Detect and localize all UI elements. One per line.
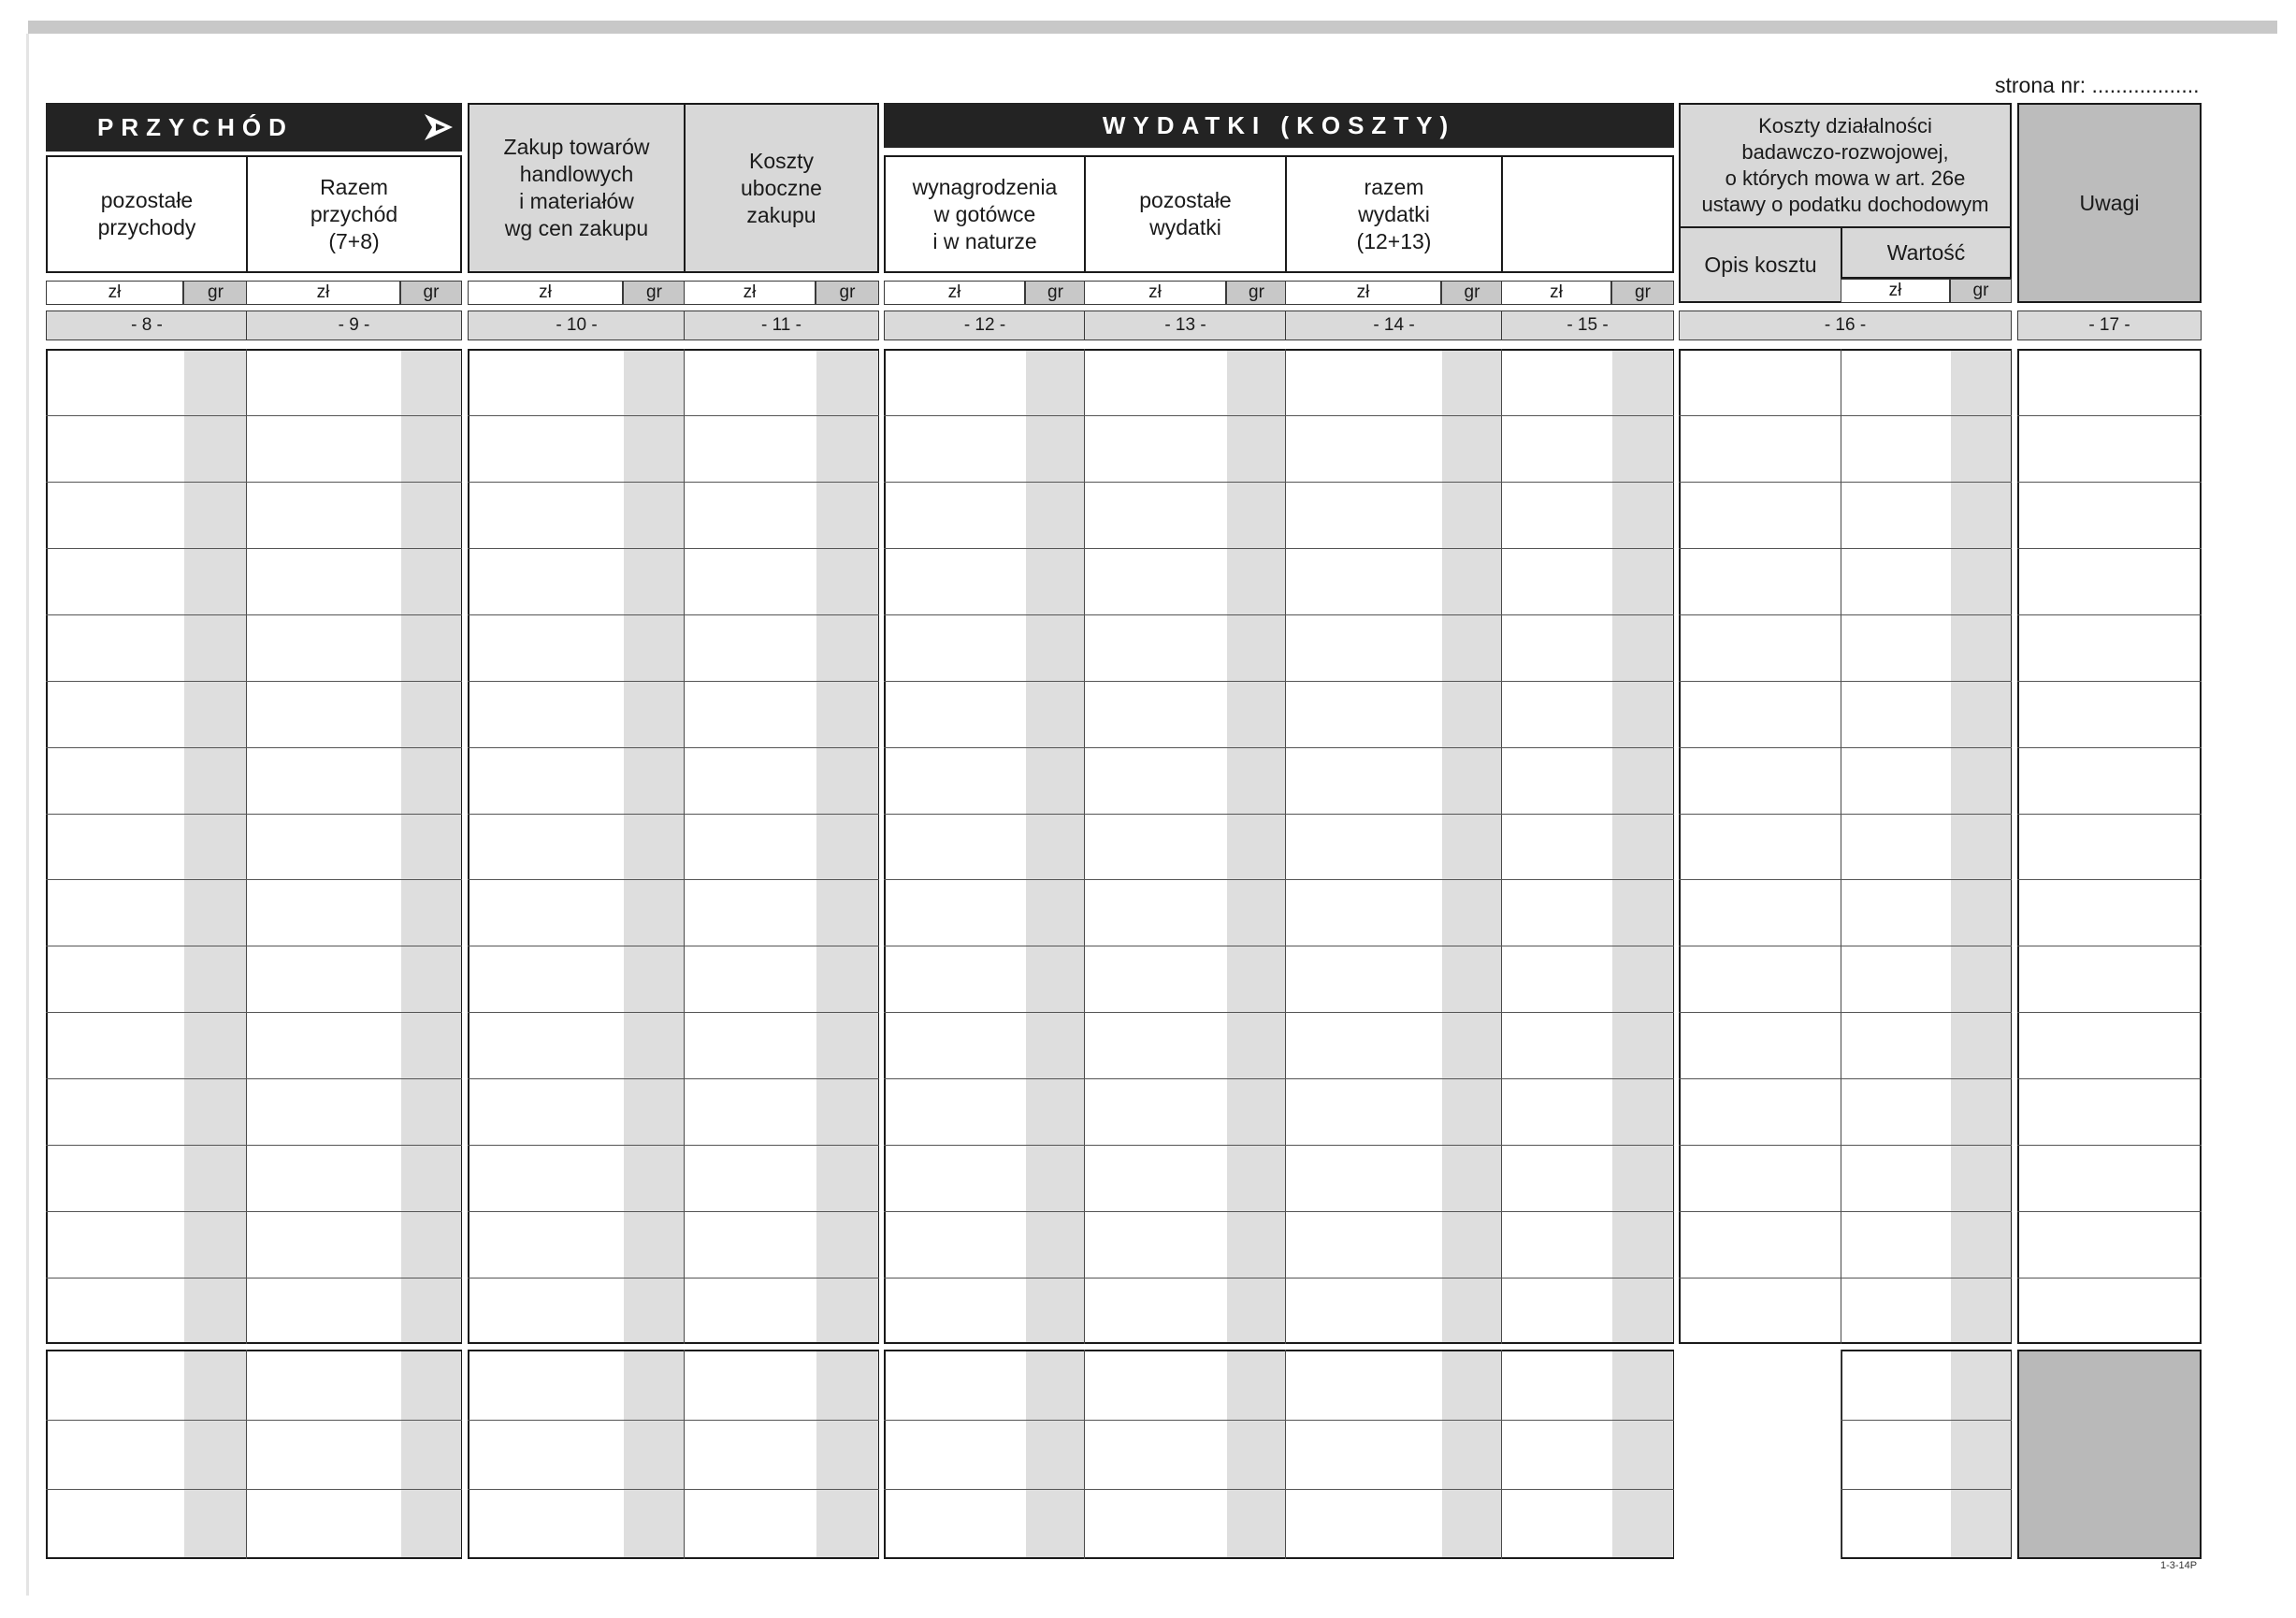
- table-row-line: [468, 1078, 879, 1079]
- colnum-9: - 9 -: [246, 311, 462, 340]
- table-row-line: [468, 747, 879, 748]
- table-row-line: [468, 614, 879, 615]
- unit-zl-col-13: zł: [1084, 281, 1226, 305]
- header-col-12-line3: i w naturze: [932, 228, 1037, 253]
- gr-strip-summary-col-11: [816, 1351, 878, 1557]
- gr-strip-col-8: [184, 351, 247, 1342]
- table-row-line: [46, 681, 462, 682]
- unit-gr-col-11: gr: [816, 281, 879, 305]
- column-divider: [246, 349, 247, 1344]
- header-col-17-text: Uwagi: [2079, 190, 2140, 215]
- header-col-16-line3: o których mowa w art. 26e: [1725, 166, 1966, 190]
- column-divider: [1501, 349, 1502, 1344]
- header-col-16-wartosc-text: Wartość: [1886, 239, 1966, 265]
- table-row-line: [468, 681, 879, 682]
- header-col-10-line3: i materiałów: [519, 189, 634, 213]
- summary-row-line: [46, 1489, 462, 1490]
- unit-gr-col-15: gr: [1611, 281, 1674, 305]
- summary-column-divider: [684, 1350, 685, 1559]
- header-col-14-line3: (12+13): [1356, 228, 1432, 253]
- header-col-16-opis-text: Opis kosztu: [1704, 252, 1817, 277]
- table-row-line: [884, 548, 1674, 549]
- unit-zl-col-8: zł: [46, 281, 183, 305]
- summary-row-line: [468, 1420, 879, 1421]
- table-row-line: [46, 1145, 462, 1146]
- table-row-line: [468, 482, 879, 483]
- table-row-line: [468, 415, 879, 416]
- table-row-line: [46, 747, 462, 748]
- column-divider: [684, 349, 685, 1344]
- table-row-line: [1679, 548, 2012, 549]
- arrow-right-icon: [421, 110, 456, 144]
- header-col-14: [1285, 155, 1503, 273]
- header-col-11: [684, 103, 879, 273]
- summary-column-divider: [1285, 1350, 1286, 1559]
- table-row-line: [2017, 415, 2202, 416]
- unit-zl-col-10: zł: [468, 281, 623, 305]
- summary-column-divider: [246, 1350, 247, 1559]
- table-row-line: [2017, 1278, 2202, 1279]
- table-row-line: [1679, 1278, 2012, 1279]
- header-col-16-line4: ustawy o podatku dochodowym: [1701, 193, 1989, 216]
- scan-left-edge: [26, 34, 29, 1596]
- header-col-10: [468, 103, 686, 273]
- header-col-16: [1679, 103, 2012, 228]
- table-row-line: [2017, 1078, 2202, 1079]
- header-col-9-line1: Razem: [320, 174, 388, 199]
- header-col-15: [1501, 155, 1674, 273]
- header-col-8: [46, 155, 248, 273]
- table-row-line: [468, 548, 879, 549]
- gr-strip-summary-col-9: [401, 1351, 461, 1557]
- unit-zl-col-12: zł: [884, 281, 1025, 305]
- summary-row-line: [884, 1489, 1674, 1490]
- unit-zl-col-15: zł: [1501, 281, 1611, 305]
- table-row-line: [884, 1078, 1674, 1079]
- table-row-line: [46, 1012, 462, 1013]
- gr-strip-col-15: [1612, 351, 1673, 1342]
- table-row-line: [2017, 1145, 2202, 1146]
- gr-strip-summary-col-16: [1951, 1351, 2011, 1557]
- body-block-uwagi: [2017, 349, 2202, 1344]
- form-code: 1-3-14P: [2160, 1560, 2198, 1571]
- header-col-10-line1: Zakup towarów: [503, 135, 650, 159]
- table-row-line: [46, 814, 462, 815]
- table-row-line: [884, 747, 1674, 748]
- unit-gr-col-9: gr: [400, 281, 462, 305]
- summary-column-divider: [1084, 1350, 1085, 1559]
- gr-strip-col-13: [1227, 351, 1286, 1342]
- table-row-line: [884, 614, 1674, 615]
- header-col-9-line3: (7+8): [328, 228, 380, 253]
- header-col-16-wartosc: [1841, 226, 2012, 279]
- table-row-line: [2017, 1012, 2202, 1013]
- table-row-line: [884, 482, 1674, 483]
- unit-gr-col-16: gr: [1950, 279, 2012, 303]
- table-row-line: [468, 1145, 879, 1146]
- table-row-line: [1679, 879, 2012, 880]
- header-col-10-line4: wg cen zakupu: [504, 216, 649, 240]
- table-row-line: [1679, 1211, 2012, 1212]
- unit-gr-col-10: gr: [623, 281, 686, 305]
- table-row-line: [884, 415, 1674, 416]
- table-row-line: [884, 879, 1674, 880]
- summary-column-divider: [1501, 1350, 1502, 1559]
- table-row-line: [468, 1211, 879, 1212]
- colnum-10: - 10 -: [468, 311, 686, 340]
- gr-strip-col-14: [1442, 351, 1502, 1342]
- table-row-line: [2017, 747, 2202, 748]
- wydatki-title: WYDATKI (KOSZTY): [1102, 110, 1456, 139]
- unit-gr-col-12: gr: [1025, 281, 1086, 305]
- header-col-14-line2: wydatki: [1358, 201, 1430, 226]
- gr-strip-summary-col-10: [624, 1351, 685, 1557]
- gr-strip-summary-col-15: [1612, 1351, 1673, 1557]
- header-col-12: [884, 155, 1086, 273]
- header-col-9: [246, 155, 462, 273]
- table-row-line: [2017, 1211, 2202, 1212]
- colnum-12: - 12 -: [884, 311, 1086, 340]
- table-row-line: [2017, 879, 2202, 880]
- table-row-line: [1679, 1145, 2012, 1146]
- table-row-line: [468, 1012, 879, 1013]
- gr-strip-col-16: [1951, 351, 2011, 1342]
- table-row-line: [1679, 747, 2012, 748]
- column-divider: [1285, 349, 1286, 1344]
- table-row-line: [2017, 814, 2202, 815]
- gr-strip-summary-col-14: [1442, 1351, 1502, 1557]
- table-row-line: [2017, 681, 2202, 682]
- summary-block-uwagi: [2017, 1350, 2202, 1559]
- summary-row-line: [46, 1420, 462, 1421]
- table-row-line: [884, 1211, 1674, 1212]
- header-col-9-line2: przychód: [310, 201, 398, 226]
- header-col-17: [2017, 103, 2202, 303]
- header-col-13: [1084, 155, 1287, 273]
- summary-row-line: [468, 1489, 879, 1490]
- summary-row-line: [884, 1420, 1674, 1421]
- table-row-line: [1679, 482, 2012, 483]
- table-row-line: [884, 1278, 1674, 1279]
- table-row-line: [468, 814, 879, 815]
- table-row-line: [46, 415, 462, 416]
- przychod-title: PRZYCHÓD: [97, 112, 294, 141]
- table-row-line: [2017, 548, 2202, 549]
- table-row-line: [884, 1145, 1674, 1146]
- przychod-title-bar: [46, 103, 462, 152]
- page-number-label: strona nr: ..................: [1995, 73, 2200, 97]
- table-row-line: [1679, 1012, 2012, 1013]
- colnum-17: - 17 -: [2017, 311, 2202, 340]
- unit-gr-col-8: gr: [183, 281, 248, 305]
- colnum-13: - 13 -: [1084, 311, 1287, 340]
- unit-gr-col-13: gr: [1226, 281, 1287, 305]
- table-row-line: [46, 1211, 462, 1212]
- table-row-line: [46, 1078, 462, 1079]
- header-col-12-line1: wynagrodzenia: [912, 174, 1058, 199]
- header-col-11-line3: zakupu: [746, 202, 816, 227]
- colnum-15: - 15 -: [1501, 311, 1674, 340]
- gr-strip-summary-col-8: [184, 1351, 247, 1557]
- table-row-line: [2017, 614, 2202, 615]
- table-row-line: [1679, 814, 2012, 815]
- header-col-16-line2: badawczo-rozwojowej,: [1741, 140, 1949, 164]
- table-row-line: [884, 1012, 1674, 1013]
- table-row-line: [2017, 482, 2202, 483]
- scan-top-edge: [28, 21, 2277, 34]
- table-row-line: [1679, 1078, 2012, 1079]
- table-row-line: [884, 681, 1674, 682]
- header-col-13-line2: wydatki: [1149, 215, 1221, 239]
- summary-row-line: [1841, 1420, 2012, 1421]
- unit-zl-col-11: zł: [684, 281, 816, 305]
- colnum-14: - 14 -: [1285, 311, 1503, 340]
- unit-zl-col-16: zł: [1841, 279, 1950, 303]
- header-col-14-line1: razem: [1364, 174, 1424, 199]
- gr-strip-col-10: [624, 351, 685, 1342]
- gr-strip-summary-col-12: [1026, 1351, 1085, 1557]
- table-row-line: [468, 879, 879, 880]
- table-row-line: [468, 1278, 879, 1279]
- header-col-16-line1: Koszty działalności: [1758, 114, 1932, 137]
- header-col-11-line1: Koszty: [748, 148, 815, 173]
- gr-strip-col-12: [1026, 351, 1085, 1342]
- unit-gr-col-14: gr: [1441, 281, 1503, 305]
- colnum-8: - 8 -: [46, 311, 248, 340]
- wydatki-title-bar: [884, 103, 1674, 148]
- table-row-line: [46, 1278, 462, 1279]
- header-col-8-text: pozostałe przychody: [97, 188, 196, 239]
- colnum-11: - 11 -: [684, 311, 879, 340]
- gr-strip-col-11: [816, 351, 878, 1342]
- summary-row-line: [1841, 1489, 2012, 1490]
- column-divider: [1084, 349, 1085, 1344]
- table-row-line: [46, 548, 462, 549]
- summary-block-przychod: [46, 1350, 462, 1559]
- table-row-line: [46, 879, 462, 880]
- unit-zl-col-9: zł: [246, 281, 400, 305]
- unit-zl-col-14: zł: [1285, 281, 1441, 305]
- gr-strip-col-9: [401, 351, 461, 1342]
- body-block-przychod: [46, 349, 462, 1344]
- header-col-11-line2: uboczne: [741, 175, 822, 200]
- header-col-13-line1: pozostałe: [1139, 188, 1232, 212]
- header-col-16-opis: [1679, 226, 1842, 303]
- header-col-12-line2: w gotówce: [933, 201, 1036, 226]
- colnum-16: - 16 -: [1679, 311, 2012, 340]
- table-row-line: [1679, 415, 2012, 416]
- header-col-10-line2: handlowych: [519, 162, 634, 186]
- table-row-line: [1679, 614, 2012, 615]
- table-row-line: [1679, 681, 2012, 682]
- table-row-line: [46, 482, 462, 483]
- table-row-line: [46, 614, 462, 615]
- table-row-line: [884, 814, 1674, 815]
- gr-strip-summary-col-13: [1227, 1351, 1286, 1557]
